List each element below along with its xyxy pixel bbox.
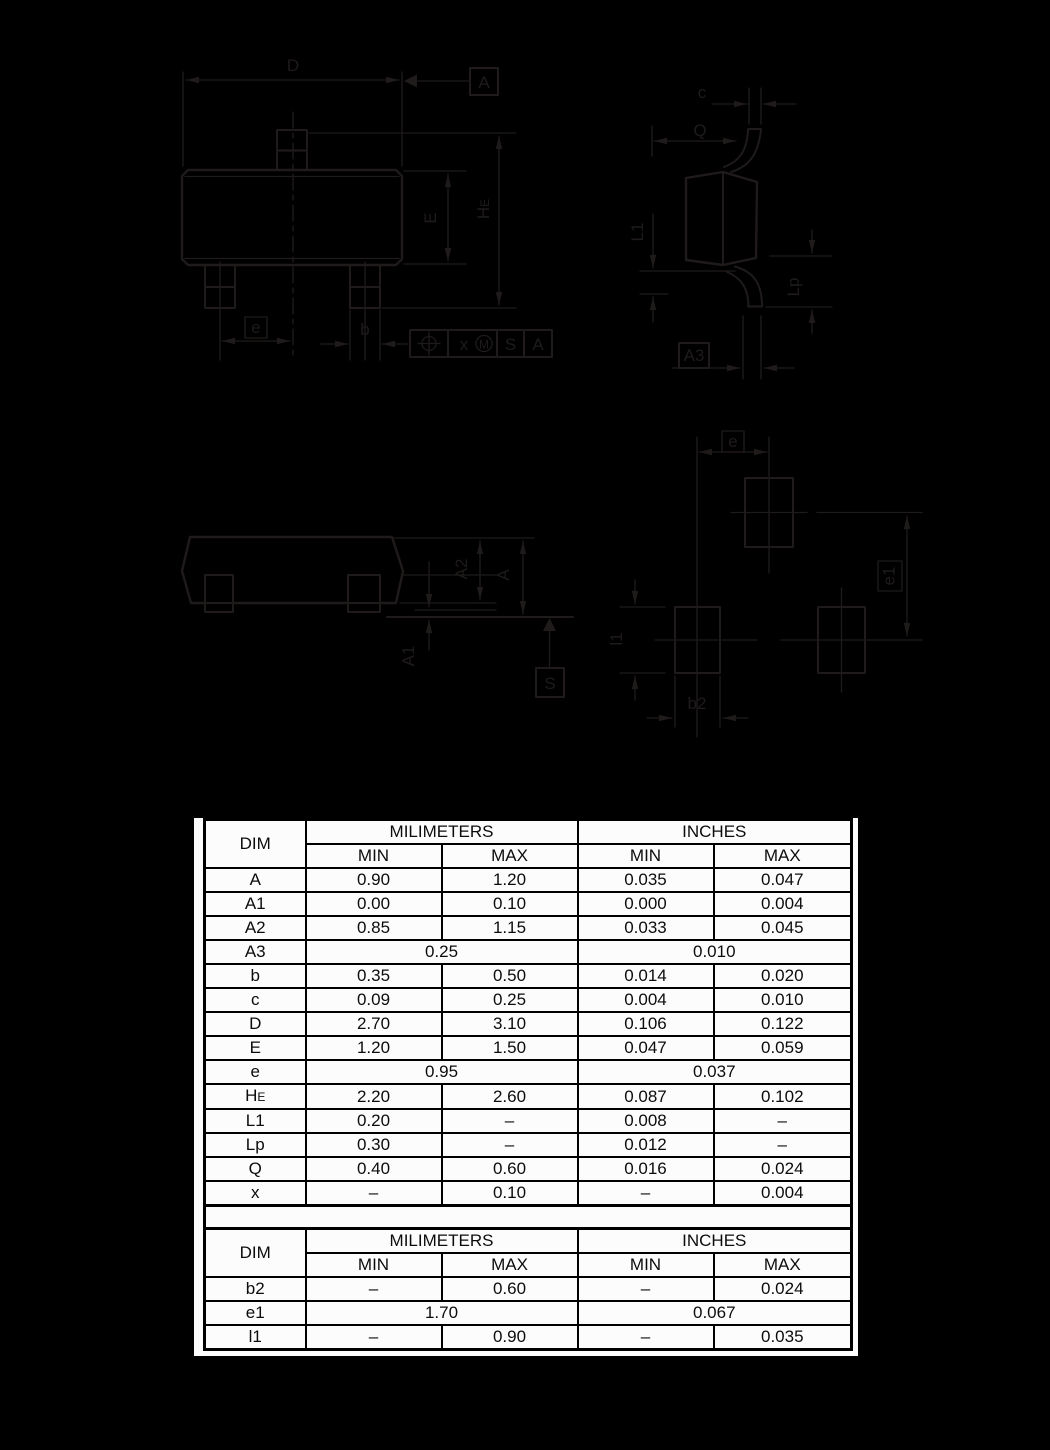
cell: – (442, 1133, 578, 1157)
cell: 2.70 (306, 1012, 442, 1036)
cell-dim: E (205, 1036, 306, 1060)
cell-span: 0.067 (578, 1301, 852, 1325)
front-left-lead (205, 575, 233, 612)
cell: – (306, 1181, 442, 1206)
cell: 2.20 (306, 1084, 442, 1109)
cell: 0.122 (714, 1012, 852, 1036)
cell-span: 0.010 (578, 940, 852, 964)
table-row (205, 1325, 852, 1350)
table-row (205, 868, 852, 892)
cell: 0.10 (442, 1181, 578, 1206)
cell: 0.106 (578, 1012, 714, 1036)
header-milimeters: MILIMETERS (306, 820, 578, 845)
header-dim: DIM (205, 1229, 306, 1278)
table-row (205, 1157, 852, 1181)
cell-dim: A2 (205, 916, 306, 940)
package-side-view (628, 83, 832, 379)
cell: 0.059 (714, 1036, 852, 1060)
cell: 0.008 (578, 1109, 714, 1133)
table-row (205, 1060, 852, 1084)
dim-label-b: b (360, 320, 370, 339)
table-header-row (205, 1229, 852, 1254)
fcf-tolerance-x: x (459, 335, 469, 354)
dim-label-A2: A2 (452, 558, 471, 580)
cell-dim: A3 (205, 940, 306, 964)
header-inches: INCHES (578, 1229, 852, 1254)
cell: 1.15 (442, 916, 578, 940)
table-row (205, 1109, 852, 1133)
table-row (205, 1277, 852, 1301)
cell: 0.85 (306, 916, 442, 940)
cell-dim: b (205, 964, 306, 988)
header-min: MIN (306, 1253, 442, 1277)
table-row (205, 964, 852, 988)
land-pattern-view (607, 431, 922, 737)
cell: 0.50 (442, 964, 578, 988)
cell-dim: A (205, 868, 306, 892)
dimension-tables (194, 818, 858, 1356)
cell: 0.047 (714, 868, 852, 892)
cell: 1.50 (442, 1036, 578, 1060)
dim-label-l1: l1 (607, 632, 626, 646)
cell: 0.004 (714, 1181, 852, 1206)
dim-label-A1: A1 (399, 645, 418, 667)
table-row (205, 940, 852, 964)
cell: 0.40 (306, 1157, 442, 1181)
header-dim: DIM (205, 820, 306, 869)
cell-dim: e1 (205, 1301, 306, 1325)
header-milimeters: MILIMETERS (306, 1229, 578, 1254)
cell: – (578, 1181, 714, 1206)
table-row (205, 988, 852, 1012)
header-min: MIN (578, 1253, 714, 1277)
cell-span: 0.25 (306, 940, 578, 964)
table-row (205, 1181, 852, 1206)
cell-dim: A1 (205, 892, 306, 916)
cell-dim: l1 (205, 1325, 306, 1350)
cell-dim: L1 (205, 1109, 306, 1133)
cell: 0.60 (442, 1157, 578, 1181)
cell-dim: Lp (205, 1133, 306, 1157)
cell: 0.020 (714, 964, 852, 988)
cell: 0.30 (306, 1133, 442, 1157)
cell: 0.087 (578, 1084, 714, 1109)
cell: 0.016 (578, 1157, 714, 1181)
header-max: MAX (442, 1253, 578, 1277)
cell-span: 1.70 (306, 1301, 578, 1325)
front-body-outline (182, 537, 403, 603)
cell: – (306, 1277, 442, 1301)
cell: 0.045 (714, 916, 852, 940)
table-row (205, 1301, 852, 1325)
dim-label-e1: e1 (879, 566, 899, 586)
cell: 0.00 (306, 892, 442, 916)
table-row (205, 916, 852, 940)
cell: 0.024 (714, 1277, 852, 1301)
cell: 0.90 (306, 868, 442, 892)
cell: 0.000 (578, 892, 714, 916)
fcf-datum-S: S (504, 335, 517, 354)
cell: 0.25 (442, 988, 578, 1012)
cell: 0.004 (714, 892, 852, 916)
table-row (205, 1036, 852, 1060)
dim-label-A: A (494, 569, 513, 581)
dim-label-E: E (421, 212, 440, 224)
datum-triangle-A (404, 75, 417, 88)
cell: 0.047 (578, 1036, 714, 1060)
header-min: MIN (306, 844, 442, 868)
table-header-row (205, 820, 852, 845)
header-inches: INCHES (578, 820, 852, 845)
cell: 0.014 (578, 964, 714, 988)
cell: 0.35 (306, 964, 442, 988)
cell-dim: e (205, 1060, 306, 1084)
fcf-modifier-M: M (479, 337, 489, 352)
dimension-table-package (203, 818, 853, 1207)
cell: – (578, 1277, 714, 1301)
dim-label-L1: L1 (628, 222, 647, 242)
cell: – (442, 1109, 578, 1133)
cell-dim: x (205, 1181, 306, 1206)
cell: – (578, 1325, 714, 1350)
table-row (205, 1012, 852, 1036)
table-separator (203, 1207, 853, 1227)
cell-dim (205, 1084, 306, 1109)
cell: 0.10 (442, 892, 578, 916)
cell: 0.024 (714, 1157, 852, 1181)
dim-label-b2: b2 (687, 694, 707, 713)
cell: 0.102 (714, 1084, 852, 1109)
table-row (205, 1084, 852, 1109)
header-max: MAX (714, 1253, 852, 1277)
cell-span: 0.037 (578, 1060, 852, 1084)
dim-label-HE (474, 199, 493, 219)
table-row (205, 1133, 852, 1157)
dim-label-D: D (286, 56, 300, 75)
dim-label-A3: A3 (683, 346, 705, 365)
dim-label-e: e (251, 318, 261, 337)
cell: – (714, 1109, 852, 1133)
cell: 0.09 (306, 988, 442, 1012)
cell: 0.004 (578, 988, 714, 1012)
front-right-lead (348, 575, 380, 612)
cell: 1.20 (306, 1036, 442, 1060)
cell: 1.20 (442, 868, 578, 892)
package-front-view (182, 537, 573, 697)
fcf-datum-A: A (532, 335, 544, 354)
cell: 0.033 (578, 916, 714, 940)
side-body-outline (686, 172, 757, 265)
header-min: MIN (578, 844, 714, 868)
table-row (205, 892, 852, 916)
cell-dim: Q (205, 1157, 306, 1181)
position-symbol-icon (418, 332, 440, 355)
cell: 0.60 (442, 1277, 578, 1301)
cell: 0.20 (306, 1109, 442, 1133)
cell: 2.60 (442, 1084, 578, 1109)
datum-triangle-S (543, 618, 556, 631)
cell-dim: c (205, 988, 306, 1012)
package-body-outline (182, 170, 402, 265)
cell-span: 0.95 (306, 1060, 578, 1084)
cell: 3.10 (442, 1012, 578, 1036)
dim-label-c: c (697, 83, 707, 102)
cell: 0.035 (714, 1325, 852, 1350)
cell: 0.035 (578, 868, 714, 892)
datum-label-A: A (478, 73, 490, 92)
dim-label-HE-main: H (474, 206, 493, 220)
cell: – (306, 1325, 442, 1350)
cell: – (714, 1133, 852, 1157)
header-max: MAX (714, 844, 852, 868)
datum-label-S: S (544, 674, 556, 693)
cell: 0.010 (714, 988, 852, 1012)
dimension-table-land-pattern (203, 1227, 853, 1351)
cell: 0.90 (442, 1325, 578, 1350)
cell: 0.012 (578, 1133, 714, 1157)
dim-label-HE-sub: E (478, 198, 492, 207)
position-tolerance-frame (410, 330, 552, 357)
cell-dim-sub: E (257, 1090, 266, 1104)
cell-dim-main: H (245, 1086, 258, 1105)
package-top-view (182, 56, 552, 360)
dim-label-Lp: Lp (784, 277, 803, 297)
dim-label-Q: Q (693, 121, 707, 140)
header-max: MAX (442, 844, 578, 868)
top-lead-profile (731, 130, 761, 172)
dim-label-e-land: e (728, 432, 738, 451)
cell-dim: D (205, 1012, 306, 1036)
cell-dim: b2 (205, 1277, 306, 1301)
